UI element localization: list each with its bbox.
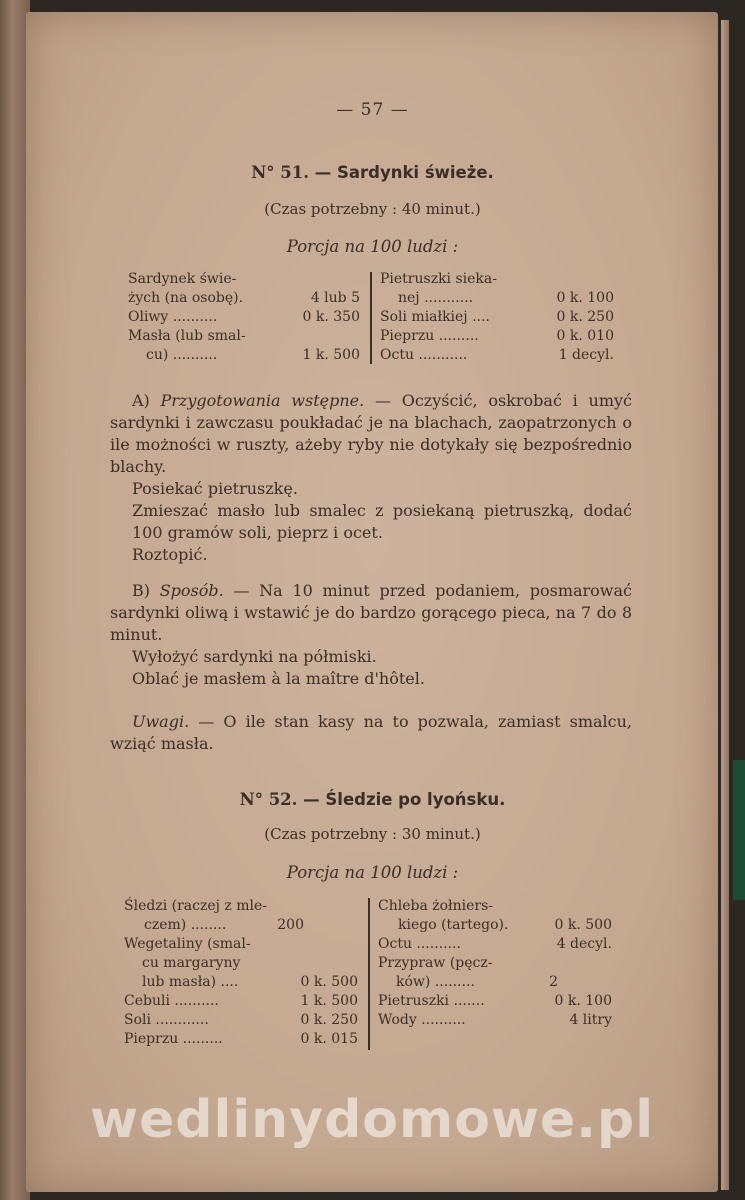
ingredient-amount: 4 litry <box>569 1012 612 1028</box>
ingredient-name: żych (na osobę). <box>128 290 244 306</box>
ingredient-amount: 0 k. 100 <box>556 290 614 306</box>
ingredient-name: Pieprzu ......... <box>124 1031 223 1047</box>
ingredient-name: Soli ............ <box>124 1012 209 1028</box>
notes-text: — O ile stan kasy na to pozwala, zamiast smalcu, wziąć masła. <box>110 712 632 753</box>
ingredient-amount: 0 k. 350 <box>302 309 360 325</box>
recipe-name: Sardynki świeże. <box>336 163 494 182</box>
ingredient-amount: 0 k. 100 <box>554 993 612 1009</box>
step-text: Roztopić. <box>132 545 208 564</box>
ingredient-name: Oliwy .......... <box>128 309 218 325</box>
ingredient-amount: 0 k. 500 <box>554 917 612 933</box>
ingredient-name: Przypraw (pęcz- <box>378 955 493 971</box>
ingredient-name: cu margaryny <box>142 955 241 971</box>
recipe-51-method <box>110 580 632 690</box>
recipe-52-time: (Czas potrzebny : 30 minut.) <box>264 825 481 843</box>
ingredient-amount: 0 k. 010 <box>556 328 614 344</box>
ingredient-name: nej ........... <box>398 290 474 306</box>
recipe-51-ingredients-left <box>128 270 360 370</box>
ingredient-name: cu) .......... <box>146 347 218 363</box>
ingredient-amount: 4 decyl. <box>556 936 612 952</box>
ingredient-name: Wody .......... <box>378 1012 466 1028</box>
section-title: Sposób. <box>159 581 224 600</box>
ingredient-amount: 1 decyl. <box>558 347 614 363</box>
ingredient-name: Cebuli .......... <box>124 993 219 1009</box>
recipe-name: Śledzie po lyońsku. <box>325 790 506 809</box>
page-number: — 57 — <box>336 100 409 120</box>
recipe-51-preparation <box>110 390 632 566</box>
recipe-52-ingredients-right <box>378 897 612 1037</box>
section-title: Przygotowania wstępne. <box>160 391 365 410</box>
ingredient-amount: 1 k. 500 <box>302 347 360 363</box>
ingredient-name: kiego (tartego). <box>398 917 509 933</box>
ingredient-name: ków) ......... <box>396 974 475 990</box>
ingredient-name: Masła (lub smal- <box>128 328 246 344</box>
recipe-52-portion: Porcja na 100 ludzi : <box>286 863 459 882</box>
recipe-51-title <box>0 163 745 182</box>
ingredient-name: Pietruszki ....... <box>378 993 485 1009</box>
ingredient-name: Pietruszki sieka- <box>380 271 497 287</box>
ingredient-name: Chleba żołniers- <box>378 898 493 914</box>
ingredient-name: czem) ........ <box>144 917 227 933</box>
ingredient-amount: 1 k. 500 <box>300 993 358 1009</box>
section-text: — Na 10 minut przed podaniem, posmarować sardynki oliwą i wstawić je do bardzo gorącego pieca, na 7 do 8 minut. <box>110 581 633 644</box>
column-divider <box>368 898 370 1050</box>
title-dash: — <box>314 163 332 182</box>
title-dash: — <box>303 790 320 809</box>
recipe-51-portion: Porcja na 100 ludzi : <box>286 237 459 256</box>
recipe-number: N° 51. <box>251 163 309 182</box>
section-text: — Oczyścić, oskrobać i umyć sardynki i zawczasu poukładać je na blachach, zaopatrzonych o ile możności w ruszty, ażeby ryby nie dotykały się bezpośrednio blachy. <box>110 391 632 476</box>
step-text: Posiekać pietruszkę. <box>132 479 298 498</box>
ingredient-name: Octu ........... <box>380 347 468 363</box>
ingredient-amount: 0 k. 250 <box>300 1012 358 1028</box>
section-label: A) <box>132 391 161 410</box>
recipe-52-ingredients-left <box>124 897 358 1052</box>
watermark: wedlinydomowe.pl <box>89 1090 655 1150</box>
ingredient-name: Sardynek świe- <box>128 271 237 287</box>
ingredient-name: Soli miałkiej .... <box>380 309 490 325</box>
ingredient-name: Wegetaliny (smal- <box>124 936 251 952</box>
recipe-number: N° 52. <box>239 790 298 809</box>
ingredient-name: Śledzi (raczej z mle- <box>124 898 268 914</box>
recipe-52-title <box>0 790 745 809</box>
ingredient-amount: 4 lub 5 <box>310 290 360 306</box>
ingredient-amount: 0 k. 250 <box>556 309 614 325</box>
recipe-51-notes <box>110 711 632 755</box>
step-text: Oblać je masłem à la maître d'hôtel. <box>132 669 425 688</box>
ingredient-amount: 2 <box>549 974 558 990</box>
step-text: Zmieszać masło lub smalec z posiekaną pietruszką, dodać 100 gramów soli, pieprz i ocet. <box>132 501 632 542</box>
recipe-51-ingredients-right <box>380 270 614 370</box>
ingredient-amount: 0 k. 500 <box>300 974 358 990</box>
ingredient-name: Octu .......... <box>378 936 461 952</box>
notes-label: Uwagi. <box>132 712 190 731</box>
section-label: B) <box>132 581 160 600</box>
page-edge <box>721 20 729 1190</box>
ingredient-amount: 200 <box>277 917 304 933</box>
step-text: Wyłożyć sardynki na półmiski. <box>132 647 377 666</box>
ingredient-name: lub masła) .... <box>142 974 239 990</box>
ingredient-name: Pieprzu ......... <box>380 328 479 344</box>
column-divider <box>370 272 372 364</box>
ingredient-amount: 0 k. 015 <box>300 1031 358 1047</box>
recipe-51-time: (Czas potrzebny : 40 minut.) <box>264 200 481 218</box>
